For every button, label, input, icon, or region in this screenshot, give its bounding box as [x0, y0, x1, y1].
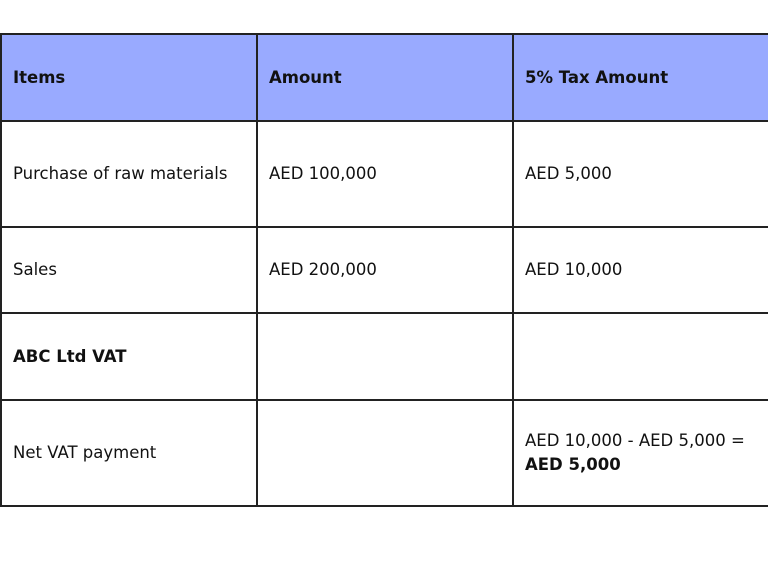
cell-tax-calculation	[513, 400, 768, 506]
cell-item: Sales	[1, 227, 257, 313]
cell-item: Net VAT payment	[1, 400, 257, 506]
cell-amount: AED 100,000	[257, 121, 513, 227]
cell-item-section-heading: ABC Ltd VAT	[1, 313, 257, 400]
cell-amount	[257, 313, 513, 400]
column-header-tax-amount: 5% Tax Amount	[513, 34, 768, 121]
cell-amount	[257, 400, 513, 506]
table-row	[1, 227, 768, 313]
table-header-row	[1, 34, 768, 121]
column-header-items: Items	[1, 34, 257, 121]
vat-calculation-table	[0, 33, 768, 507]
tax-calculation-result: AED 5,000	[525, 455, 621, 474]
cell-amount: AED 200,000	[257, 227, 513, 313]
tax-calculation-formula: AED 10,000 - AED 5,000 =	[525, 431, 745, 450]
column-header-amount: Amount	[257, 34, 513, 121]
cell-item: Purchase of raw materials	[1, 121, 257, 227]
table-row	[1, 400, 768, 506]
table-row	[1, 313, 768, 400]
cell-tax: AED 5,000	[513, 121, 768, 227]
cell-tax: AED 10,000	[513, 227, 768, 313]
cell-tax	[513, 313, 768, 400]
table-row	[1, 121, 768, 227]
